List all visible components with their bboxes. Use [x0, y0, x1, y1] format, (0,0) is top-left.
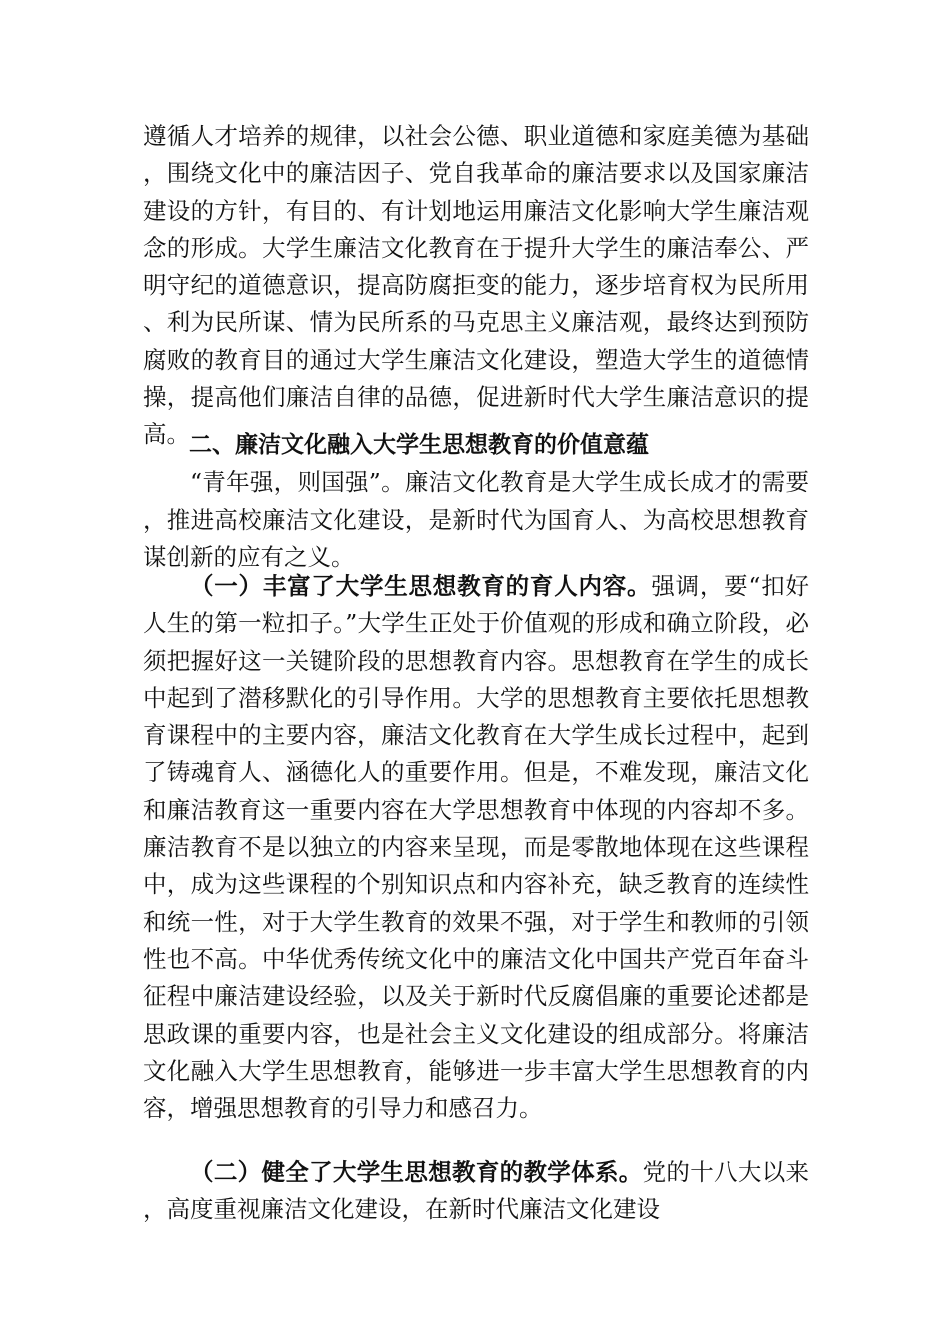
- paragraph-continuation: 遵循人才培养的规律，以社会公德、职业道德和家庭美德为基础，围绕文化中的廉洁因子、党自我革命的廉洁要求以及国家廉洁建设的方针，有目的、有计划地运用廉洁文化影响大学生廉洁观念的形成。大学生廉洁文化教育在于提升大学生的廉洁奉公、严明守纪的道德意识，提高防腐拒变的能力，逐步培育权为民所用、利为民所谋、情为民所系的马克思主义廉洁观，最终达到预防腐败的教育目的通过大学生廉洁文化建设，塑造大学生的道德情操，提高他们廉洁自律的品德，促进新时代大学生廉洁意识的提高。: [143, 122, 809, 449]
- block-section-2: [143, 427, 809, 576]
- subsection-1-body: 强调，要“扣好人生的第一粒扣子。”大学生正处于价值观的形成和确立阶段，必须把握好这一关键阶段的思想教育内容。思想教育在学生的成长中起到了潜移默化的引导作用。大学的思想教育主要依托思想教育课程中的主要内容，廉洁文化教育在大学生成长过程中，起到了铸魂育人、涵德化人的重要作用。但是，不难发现，廉洁文化和廉洁教育这一重要内容在大学思想教育中体现的内容却不多。廉洁教育不是以独立的内容来呈现，而是零散地体现在这些课程中，成为这些课程的个别知识点和内容补充，缺乏教育的连续性和统一性，对于大学生教育的效果不强，对于学生和教师的引领性也不高。中华优秀传统文化中的廉洁文化中国共产党百年奋斗征程中廉洁建设经验，以及关于新时代反腐倡廉的重要论述都是思政课的重要内容，也是社会主义文化建设的组成部分。将廉洁文化融入大学生思想教育，能够进一步丰富大学生思想教育的内容，增强思想教育的引导力和感召力。: [143, 572, 810, 1123]
- paragraph-subsection-2: [143, 1154, 809, 1229]
- paragraph-youth: “青年强，则国强”。廉洁文化教育是大学生成长成才的需要，推进高校廉洁文化建设，是新时代为国育人、为高校思想教育谋创新的应有之义。: [143, 468, 809, 571]
- subsection-1-title: （一）丰富了大学生思想教育的育人内容。: [190, 572, 652, 600]
- section-heading: 二、廉洁文化融入大学生思想教育的价值意蕴: [189, 432, 649, 458]
- paragraph-subsection-1: [143, 568, 809, 1127]
- subsection-2-title: （二）健全了大学生思想教育的教学体系。: [190, 1158, 643, 1186]
- block-subsection-1: [143, 568, 809, 1127]
- subsection-2-body: 党的十八大以来，高度重视廉洁文化建设，在新时代廉洁文化建设: [143, 1158, 810, 1224]
- block-subsection-2: [143, 1154, 809, 1229]
- block-continuation: [143, 118, 809, 454]
